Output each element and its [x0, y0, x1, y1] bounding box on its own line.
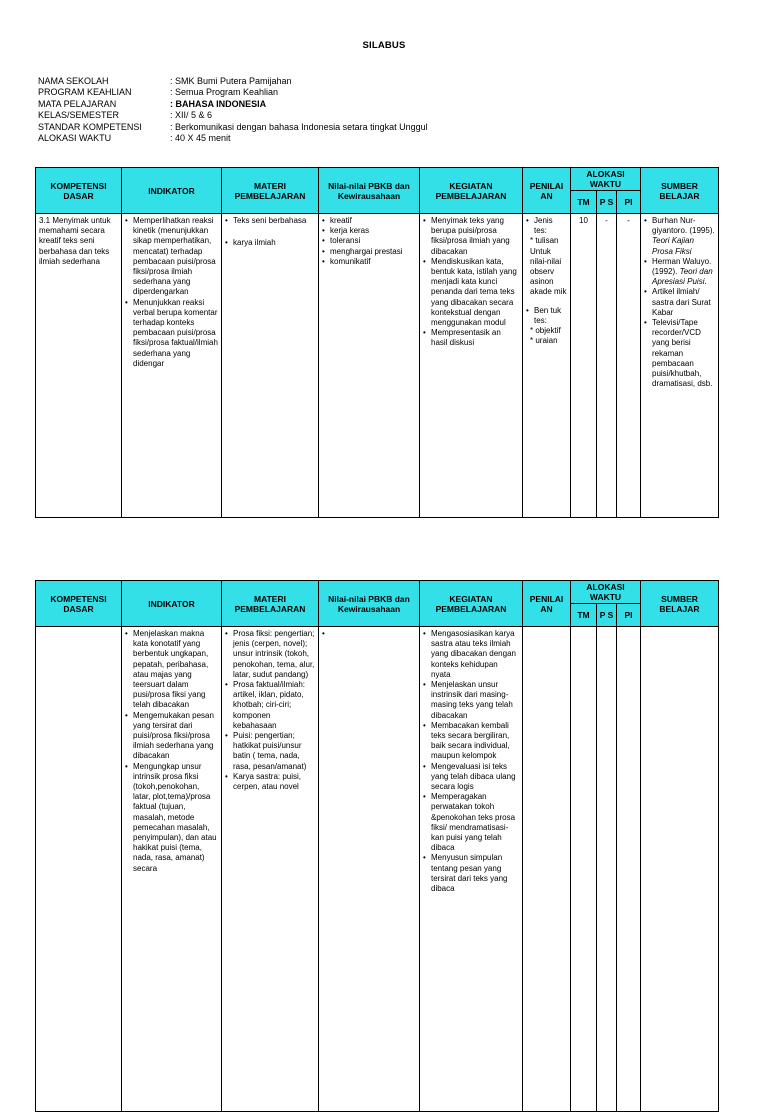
info-value: : Berkomunikasi dengan bahasa Indonesia setara tingkat Unggul [170, 121, 428, 132]
syllabus-table-1 [35, 167, 719, 518]
nilai-item: • kerja keras [322, 226, 370, 236]
info-row [38, 122, 428, 133]
penilaian-jenis: • Jenis tes: [526, 216, 553, 236]
info-label: KELAS/SEMESTER [38, 110, 120, 121]
indikator-item: • Mengemukakan pesan yang tersirat dari puisi/prosa fiksi/prosa ilmiah sederhana yang dibacakan [125, 710, 214, 761]
kegiatan-item: • Mendiskusikan kata, bentuk kata, istilah yang menjadi kata kunci penanda dari tema teks yang dibacakan secara kontekstual dengan menggunakan modul [423, 256, 517, 328]
nilai-cell: • [319, 627, 420, 1112]
indikator-item: • Menunjukkan reaksi verbal berupa komentar terhadap konteks pembacaan puisi/prosa fiksi/prosa faktual/ilmiah sederhana yang didengar [125, 297, 218, 368]
materi-item: • Teks seni berbahasa [225, 216, 307, 225]
info-row [38, 133, 428, 144]
sumber-cell [641, 214, 719, 518]
header-kegiatan: KEGIATAN PEMBELAJARAN [420, 168, 523, 214]
header-penilaian: PENILAI AN [523, 168, 571, 214]
info-value: : 40 X 45 menit [170, 133, 231, 144]
header-penilaian: PENILAI AN [523, 581, 571, 627]
kegiatan-item: • Mengevaluasi isi teks yang telah dibaca ulang secara logis [423, 761, 516, 792]
materi-item: • Karya sastra: puisi, cerpen, atau novel [225, 771, 302, 792]
sumber-item: • Burhan Nur-giyantoro. (1995). Teori Kajian Prosa Fiksi [644, 216, 715, 256]
header-indikator: INDIKATOR [122, 581, 222, 627]
sumber-item: • Herman Waluyo. (1992). Teori dan Apresiasi Puisi. [644, 256, 713, 287]
kompetensi-cell [36, 627, 122, 1112]
penilaian-bentuk: • Ben tuk tes: [526, 305, 562, 325]
materi-cell [222, 627, 319, 1112]
header-nilai: Nilai-nilai PBKB dan Kewirausahaan [319, 168, 420, 214]
penilaian-item: * uraian [530, 336, 558, 346]
indikator-item: • Menjelaskan makna kata konotatif yang berbentuk ungkapan, pepatah, peribahasa, atau majas yang teersuart dalam pusi/prosa fiksi yang telah dibacakan [125, 629, 209, 710]
header-tm: TM [571, 604, 597, 627]
info-row [38, 87, 428, 98]
ps-value: - [597, 214, 617, 518]
info-value: : XII/ 5 & 6 [170, 110, 213, 121]
info-row [38, 110, 428, 121]
kompetensi-cell [36, 214, 122, 518]
header-tm: TM [571, 191, 597, 214]
header-ps: P S [597, 191, 617, 214]
nilai-item: • toleransi [322, 236, 361, 246]
header-sumber: SUMBER BELAJAR [641, 581, 719, 627]
syllabus-table-2 [35, 580, 719, 1112]
header-nilai: Nilai-nilai PBKB dan Kewirausahaan [319, 581, 420, 627]
nilai-item: • komunikatif [322, 256, 371, 266]
pi-value: - [617, 214, 641, 518]
info-label: ALOKASI WAKTU [38, 133, 112, 144]
tm-value: 10 [571, 214, 597, 518]
header-materi: MATERI PEMBELAJARAN [222, 168, 319, 214]
kegiatan-item: • Menyimak teks yang berupa puisi/prosa fiksi/prosa ilmiah yang dibacakan [423, 216, 510, 256]
info-label: PROGRAM KEAHLIAN [38, 87, 132, 98]
indikator-item: • Mengungkap unsur intrinsik prosa fiksi (tokoh,penokohan, latar, plot,tema)/prosa faktual (tujuan, masalah, metode pemecahan masalah, penyimpulan), dan atau hakikat puisi (tema, nada, rasa, amanat) secara [125, 761, 217, 873]
indikator-cell [122, 627, 222, 1112]
info-label: STANDAR KOMPETENSI [38, 121, 142, 132]
header-materi: MATERI PEMBELAJARAN [222, 581, 319, 627]
nilai-item: • kreatif [322, 216, 352, 225]
ps-value [597, 627, 617, 1112]
header-pi: PI [617, 191, 641, 214]
header-alokasi: ALOKASI WAKTU [571, 168, 641, 191]
kegiatan-item: • Memperagakan perwatakan tokoh &penokohan teks prosa fiksi/ mendramatisasi-kan puisi yang telah dibaca [423, 792, 516, 853]
info-row [38, 76, 428, 87]
header-info [38, 76, 428, 144]
kegiatan-item: • Mempresentasik an hasil diskusi [423, 328, 501, 348]
materi-item: • karya ilmiah [225, 238, 276, 248]
header-kompetensi: KOMPETENSI DASAR [36, 168, 122, 214]
header-ps: P S [597, 604, 617, 627]
penilaian-cell [523, 214, 571, 518]
document-title: SILABUS [362, 40, 406, 51]
nilai-item: • menghargai prestasi [322, 246, 403, 256]
info-value: : BAHASA INDONESIA [170, 98, 267, 109]
header-sumber: SUMBER BELAJAR [641, 168, 719, 214]
kegiatan-item: • Mengasosiasikan karya sastra atau teks ilmiah yang dibacakan dengan konteks kehidupan nyata [423, 629, 516, 679]
kegiatan-item: • Menjelaskan unsur instrinsik dari masing-masing teks yang telah dibacakan [423, 680, 513, 720]
kegiatan-cell [420, 214, 523, 518]
tm-value [571, 627, 597, 1112]
info-value: : Semua Program Keahlian [170, 87, 279, 98]
materi-item: • Puisi: pengertian; hatkikat puisi/unsur batin ( tema, nada, rasa, pesan/amanat) [225, 731, 307, 771]
header-alokasi: ALOKASI WAKTU [571, 581, 641, 604]
info-label: MATA PELAJARAN [38, 98, 117, 109]
materi-item: • Prosa fiksi: pengertian; jenis (cerpen, novel); unsur intrinsik (tokoh, penokohan, tema, alur, latar, sudut pandang) [225, 629, 315, 679]
kegiatan-item: • Membacakan kembali teks secara bergiliran, baik secara individual, maupun kelompok [423, 720, 510, 761]
materi-item: • Prosa faktual/ilmiah: artikel, iklan, pidato, khotbah; ciri-ciri; komponen kebahasaan [225, 680, 306, 730]
sumber-item: • Artikel ilmiah/ sastra dari Surat Kabar [644, 287, 711, 317]
nilai-cell [319, 214, 420, 518]
indikator-cell [122, 214, 222, 518]
sumber-item: • Televisi/Tape recorder/VCD yang berisi rekaman pembacaan puisi/khutbah, dramatisasi, dsb. [644, 318, 713, 389]
kegiatan-cell [420, 627, 523, 1112]
info-row [38, 99, 428, 110]
kegiatan-item: • Menyusun simpulan tentang pesan yang tersirat dari teks yang dibaca [423, 853, 508, 894]
kompetensi-text: 3.1 Menyimak untuk memahami secara kreatif teks seni berbahasa dan teks ilmiah sederhana [39, 216, 111, 266]
indikator-item: • Memperlihatkan reaksi kinetik (menunjukkan sikap memperhatikan, mencatat) terhadap pembacaan puisi/prosa fiksi/prosa ilmiah sederhana yang diperdengarkan [125, 216, 216, 297]
header-kompetensi: KOMPETENSI DASAR [36, 581, 122, 627]
penilaian-item: Untuk nilai-nilai observ asinon akade mik [530, 246, 567, 297]
pi-value [617, 627, 641, 1112]
materi-cell [222, 214, 319, 518]
penilaian-cell [523, 627, 571, 1112]
header-kegiatan: KEGIATAN PEMBELAJARAN [420, 581, 523, 627]
header-indikator: INDIKATOR [122, 168, 222, 214]
header-pi: PI [617, 604, 641, 627]
info-value: : SMK Bumi Putera Pamijahan [170, 76, 292, 86]
penilaian-item: * tulisan [530, 236, 559, 246]
penilaian-item: * objektif [530, 326, 561, 336]
info-label: NAMA SEKOLAH [38, 76, 109, 86]
sumber-cell [641, 627, 719, 1112]
